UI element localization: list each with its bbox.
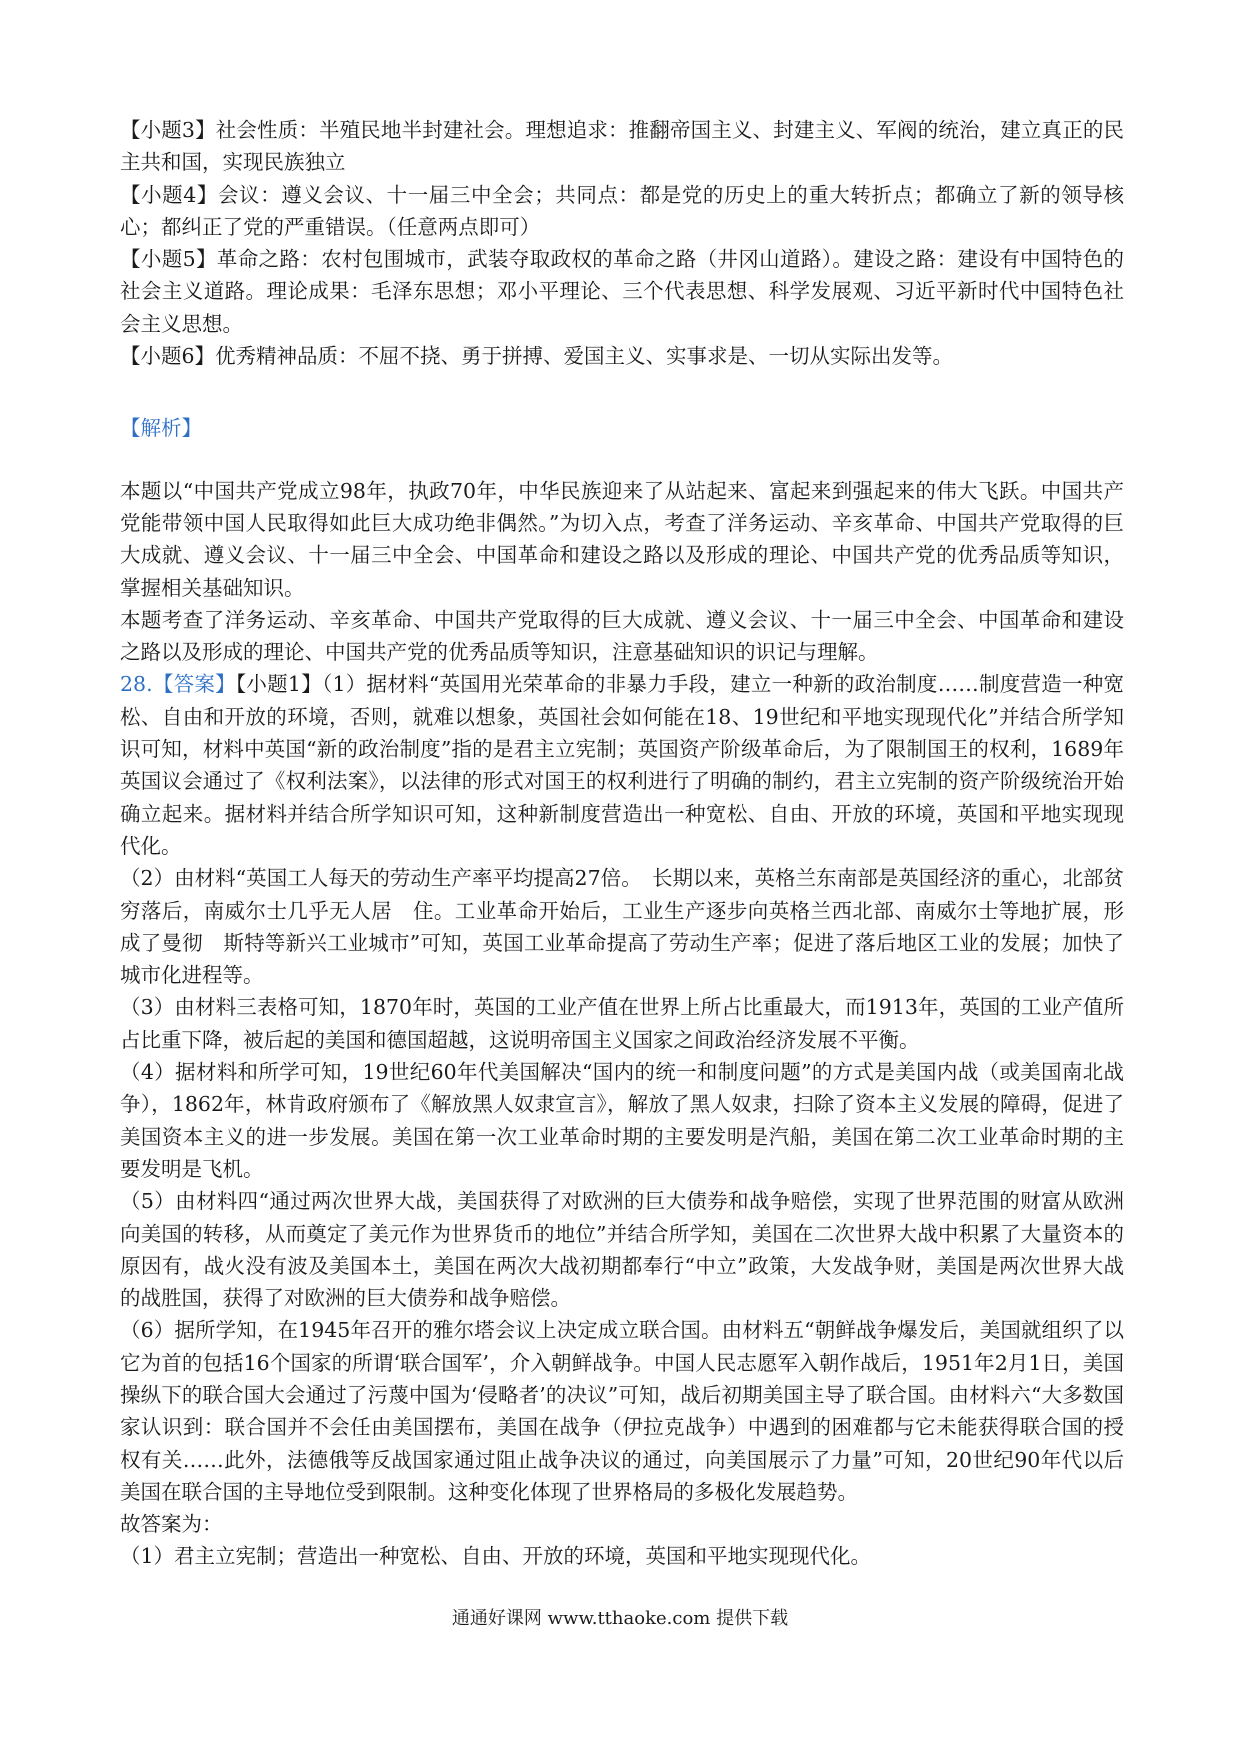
- analysis-heading: 【解析】: [120, 416, 202, 441]
- question-28-part-1: [120, 668, 1124, 862]
- answer-subquestion-5: 【小题5】革命之路：农村包围城市，武装夺取政权的革命之路（井冈山道路）。建设之路：建设有中国特色的社会主义道路。理论成果：毛泽东思想；邓小平理论、三个代表思想、科学发展观、习近平新时代中国特色社会主义思想。: [120, 247, 1124, 336]
- document-body: [120, 114, 1124, 1573]
- question-28-part-3: （3）由材料三表格可知，1870年时，英国的工业产值在世界上所占比重最大，而1913年，英国的工业产值所占比重下降，被后起的美国和德国超越，这说明帝国主义国家之间政治经济发展不平衡。: [120, 995, 1124, 1052]
- question-28-part-4: （4）据材料和所学可知，19世纪60年代美国解决“国内的统一和制度问题”的方式是美国内战（或美国南北战争），1862年，林肯政府颁布了《解放黑人奴隶宣言》，解放了黑人奴隶，扫除了资本主义发展的障碍，促进了美国资本主义的进一步发展。美国在第一次工业革命时期的主要发明是汽船，美国在第二次工业革命时期的主要发明是飞机。: [120, 1060, 1124, 1181]
- analysis-paragraph-1: 本题以“中国共产党成立98年，执政70年，中华民族迎来了从站起来、富起来到强起来的伟大飞跃。中国共产党能带领中国人民取得如此巨大成功绝非偶然。”为切入点，考查了洋务运动、辛亥革命、中国共产党取得的巨大成就、遵义会议、十一届三中全会、中国革命和建设之路以及形成的理论、中国共产党的优秀品质等知识，掌握相关基础知识。: [120, 478, 1124, 600]
- answer-subquestion-6: 【小题6】优秀精神品质：不屈不挠、勇于拼搏、爱国主义、实事求是、一切从实际出发等。: [120, 344, 954, 369]
- final-answer-1: （1）君主立宪制；营造出一种宽松、自由、开放的环境，英国和平地实现现代化。: [120, 1544, 872, 1569]
- page-footer: 通通好课网 www.tthaoke.com 提供下载: [451, 1608, 789, 1629]
- question-28-part-6: （6）据所学知，在1945年召开的雅尔塔会议上决定成立联合国。由材料五“朝鲜战争爆发后，美国就组织了以它为首的包括16个国家的所谓‘联合国军’，介入朝鲜战争。中国人民志愿军入朝作战后，1951年2月1日，美国操纵下的联合国大会通过了污蔑中国为‘侵略者’的决议”可知，战后初期美国主导了联合国。由材料六“大多数国家认识到：联合国并不会任由美国摆布，美国在战争（伊拉克战争）中遇到的困难都与它未能获得联合国的授权有关……此外，法德俄等反战国家通过阻止战争决议的通过，向美国展示了力量”可知，20世纪90年代以后美国在联合国的主导地位受到限制。这种变化体现了世界格局的多极化发展趋势。: [120, 1318, 1124, 1504]
- question-28-subquestion-1-text: 【小题1】（1）据材料“英国用光荣革命的非暴力手段，建立一种新的政治制度……制度营造一种宽松、自由和开放的环境，否则，就难以想象，英国社会如何能在18、19世纪和平地实现现代化”并结合所学知识可知，材料中英国“新的政治制度”指的是君主立宪制；英国资产阶级革命后，为了限制国王的权利，1689年英国议会通过了《权利法案》，以法律的形式对国王的权利进行了明确的制约，君主立宪制的资产阶级统治开始确立起来。据材料并结合所学知识可知，这种新制度营造出一种宽松、自由、开放的环境，英国和平地实现现代化。: [120, 672, 1124, 858]
- spacer: [120, 372, 1124, 412]
- spacer: [120, 445, 1124, 475]
- question-28-answer-label: 28.【答案】: [120, 672, 236, 697]
- question-28-part-5: （5）由材料四“通过两次世界大战，美国获得了对欧洲的巨大债券和战争赔偿，实现了世界范围的财富从欧洲向美国的转移，从而奠定了美元作为世界货币的地位”并结合所学知，美国在二次世界大战中积累了大量资本的原因有，战火没有波及美国本土，美国在两次大战初期都奉行“中立”政策，大发战争财，美国是两次世界大战的战胜国，获得了对欧洲的巨大债券和战争赔偿。: [120, 1189, 1124, 1311]
- conclusion-label: 故答案为：: [120, 1512, 223, 1537]
- answer-subquestion-3: 【小题3】社会性质：半殖民地半封建社会。理想追求：推翻帝国主义、封建主义、军阀的统治，建立真正的民主共和国，实现民族独立: [120, 118, 1124, 175]
- answer-subquestion-4: 【小题4】会议：遵义会议、十一届三中全会；共同点：都是党的历史上的重大转折点；都确立了新的领导核心；都纠正了党的严重错误。（任意两点即可）: [120, 182, 1124, 239]
- analysis-paragraph-2: 本题考查了洋务运动、辛亥革命、中国共产党取得的巨大成就、遵义会议、十一届三中全会、中国革命和建设之路以及形成的理论、中国共产党的优秀品质等知识，注意基础知识的识记与理解。: [120, 607, 1124, 665]
- question-28-part-2: （2）由材料“英国工人每天的劳动生产率平均提高27倍。 长期以来，英格兰东南部是英国经济的重心，北部贫穷落后，南威尔士几乎无人居 住。工业革命开始后，工业生产逐步向英格兰西北部、南威尔士等地扩展，形成了曼彻 斯特等新兴工业城市”可知，英国工业革命提高了劳动生产率；促进了落后地区工业的发展；加快了城市化进程等。: [120, 866, 1124, 988]
